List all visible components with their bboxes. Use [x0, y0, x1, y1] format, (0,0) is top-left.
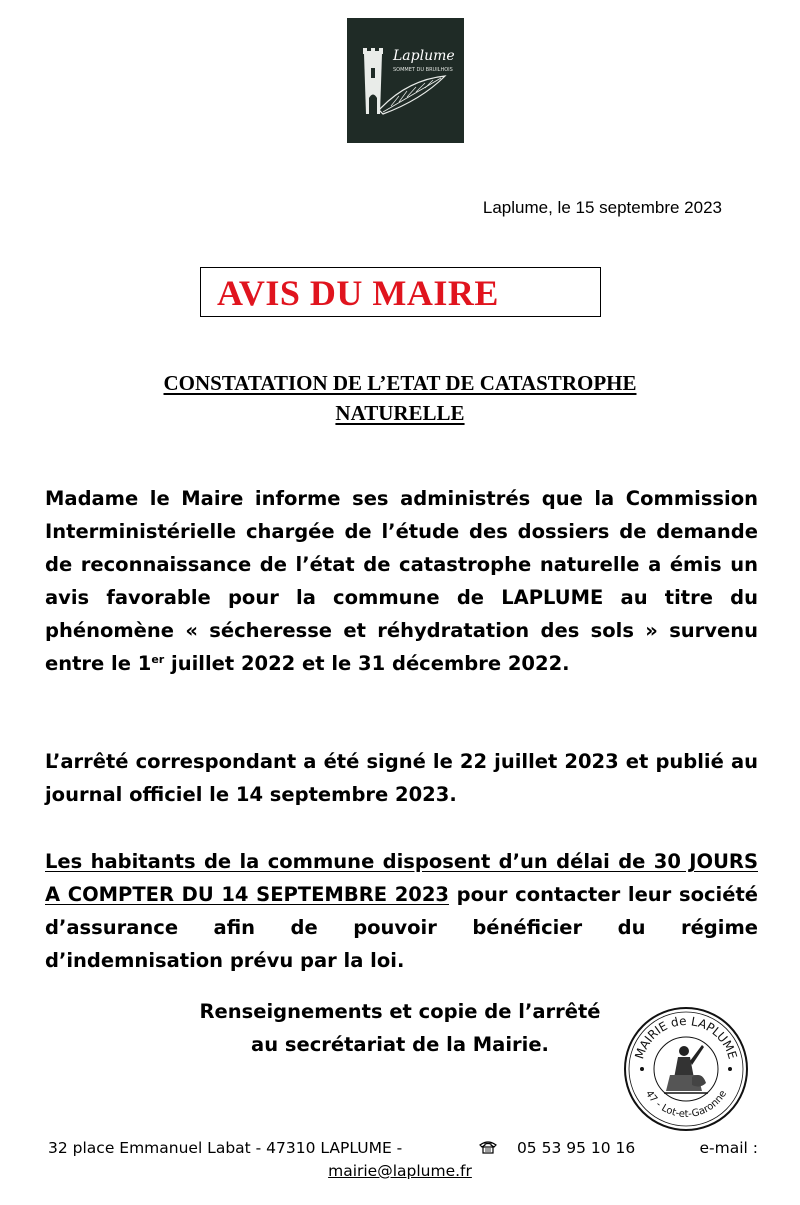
title-box — [200, 267, 601, 317]
phone-number: 05 53 95 10 16 — [516, 1139, 636, 1157]
stamp-top-text: MAIRIE de LAPLUME — [632, 1013, 740, 1061]
ordinal-superscript: er — [151, 653, 165, 666]
footer-contact — [48, 1139, 758, 1161]
paragraph-announcement — [45, 482, 758, 680]
logo-name: Laplume — [393, 48, 455, 64]
paragraph-deadline — [45, 845, 758, 977]
email-link[interactable]: mairie@laplume.fr — [328, 1162, 472, 1180]
paragraph-1-end: juillet 2022 et le 31 décembre 2022. — [164, 652, 570, 675]
info-line-1: Renseignements et copie de l’arrêté — [199, 1000, 601, 1023]
paragraph-decree: L’arrêté correspondant a été signé le 22 juillet 2023 et publié au journal officiel le 14 septembre 2023. — [45, 750, 758, 806]
stamp-bottom-text: 47 - Lot-et-Garonne — [642, 1088, 730, 1121]
email-line — [0, 1162, 800, 1180]
logo-tagline: SOMMET DU BRUILHOIS — [393, 67, 453, 73]
subject-line-2: NATURELLE — [335, 401, 465, 425]
subject-line-1: CONSTATATION DE L’ETAT DE CATASTROPHE — [163, 371, 637, 395]
subject-heading — [60, 368, 740, 428]
laplume-logo — [347, 18, 464, 143]
paragraph-3-rest: pour contacter leur société d’assurance afin de pouvoir bénéficier du régime d’indemnisation prévu par la loi. — [45, 883, 758, 972]
notice-title: AVIS DU MAIRE — [217, 273, 499, 313]
date-line: Laplume, le 15 septembre 2023 — [482, 198, 722, 217]
footer-address: 32 place Emmanuel Labat - 47310 LAPLUME - — [48, 1139, 403, 1157]
info-block — [120, 995, 680, 1061]
telephone-icon — [478, 1140, 498, 1154]
mairie-stamp — [622, 1005, 750, 1133]
deadline-underlined: Les habitants de la commune disposent d’un délai de 30 JOURS A COMPTER DU 14 SEPTEMBRE 2023 — [45, 850, 758, 906]
email-label: e-mail : — [699, 1139, 758, 1157]
footer-phone-group — [478, 1139, 635, 1157]
info-line-2: au secrétariat de la Mairie. — [251, 1033, 549, 1056]
paragraph-1-text: Madame le Maire informe ses administrés que la Commission Interministérielle chargée de l’étude des dossiers de demande de reconnaissance de l’état de catastrophe naturelle a émis un avis favorable pour la commune de LAPLUME au titre du phénomène « sécheresse et réhydratation des sols » survenu entre le 1 — [45, 487, 758, 675]
